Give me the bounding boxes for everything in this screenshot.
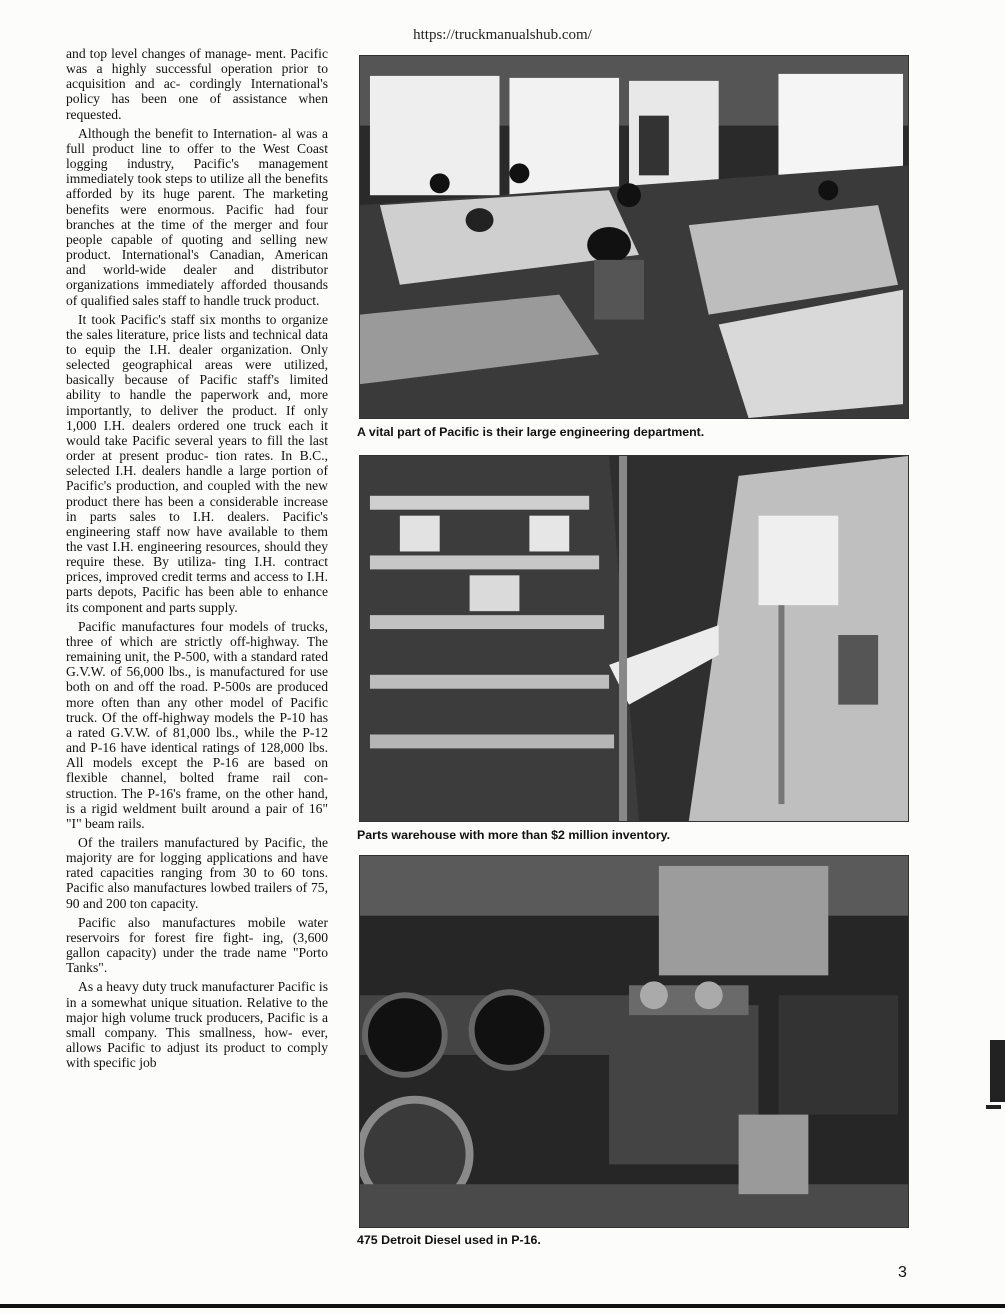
- binding-edge-mark: [990, 1040, 1005, 1102]
- page-number: 3: [898, 1264, 907, 1281]
- figure-caption: A vital part of Pacific is their large engineering department.: [357, 425, 705, 439]
- figure-caption: 475 Detroit Diesel used in P-16.: [357, 1233, 541, 1247]
- article-column: [66, 46, 328, 1074]
- parts-warehouse-photo: [359, 455, 909, 822]
- article-paragraph: Pacific manufactures four models of trucks, three of which are strictly off-highway. The remaining unit, the P-500, with a standard rated G.V.W. of 56,000 lbs., is manufactured for use both on and off the road. P-500s are produced more often than any other model of Pacific truck. Of the off-highway models the P-10 has a rated G.V.W. of 81,000 lbs., while the P-12 and P-16 have identical ratings of 128,000 lbs. All models except the P-16 are based on flexible channel, bolted frame rail con- struction. The P-16's frame, on the other hand, is a rigid weldment built around a pair of 16" "I" beam rails.: [66, 618, 328, 831]
- article-paragraph: Although the benefit to Internation- al was a full product line to offer to the West Coast logging industry, Pacific's management immediately took steps to utilize all the benefits afforded by its huge parent. The marketing benefits were enormous. Pacific had four branches at the time of the merger and four people capable of quoting and selling new product. International's Canadian, American and world-wide dealer and distributor organizations immediately afforded thousands of qualified sales staff to handle truck product.: [66, 125, 328, 308]
- engineering-department-photo: [359, 55, 909, 419]
- article-paragraph: Of the trailers manufactured by Pacific, the majority are for logging applications and have rated capacities ranging from 30 to 60 tons. Pacific also manufactures lowbed trailers of 75, 90 and 200 ton capacity.: [66, 834, 328, 911]
- article-paragraph: and top level changes of manage- ment. Pacific was a highly successful operation prior to acquisition and ac- cordingly International's policy has been one of assistance when requested.: [66, 46, 328, 122]
- source-url[interactable]: https://truckmanualshub.com/: [413, 27, 592, 43]
- bottom-rule: [0, 1304, 1005, 1308]
- figure-caption: Parts warehouse with more than $2 million inventory.: [357, 828, 671, 842]
- article-paragraph: It took Pacific's staff six months to organize the sales literature, price lists and technical data to equip the I.H. dealer organization. Only selected geographical areas were utilized, basically because of Pacific staff's limited ability to handle the paperwork and, more importantly, to deliver the product. If only 1,000 I.H. dealers ordered one truck each it would take Pacific several years to fill the last order at present produc- tion rates. In B.C., selected I.H. dealers handle a large portion of Pacific's production, and coupled with the new product there has been a considerable increase in parts sales to I.H. dealers. Pacific's engineering staff now have available to them the vast I.H. engineering resources, should they require these. By utiliza- ting I.H. contract prices, improved credit terms and access to I.H. parts depots, Pacific has been able to enhance its component and parts supply.: [66, 311, 328, 615]
- article-paragraph: As a heavy duty truck manufacturer Pacific is in a somewhat unique situation. Relative to the major high volume truck producers, Pacific is a small company. This smallness, how- ever, allows Pacific to adjust its product to comply with specific job: [66, 979, 328, 1071]
- binding-edge-mark: [986, 1105, 1001, 1109]
- detroit-diesel-photo: [359, 855, 909, 1228]
- article-paragraph: Pacific also manufactures mobile water reservoirs for forest fire fight- ing, (3,600 gallon capacity) under the trade name "Porto Tanks".: [66, 914, 328, 976]
